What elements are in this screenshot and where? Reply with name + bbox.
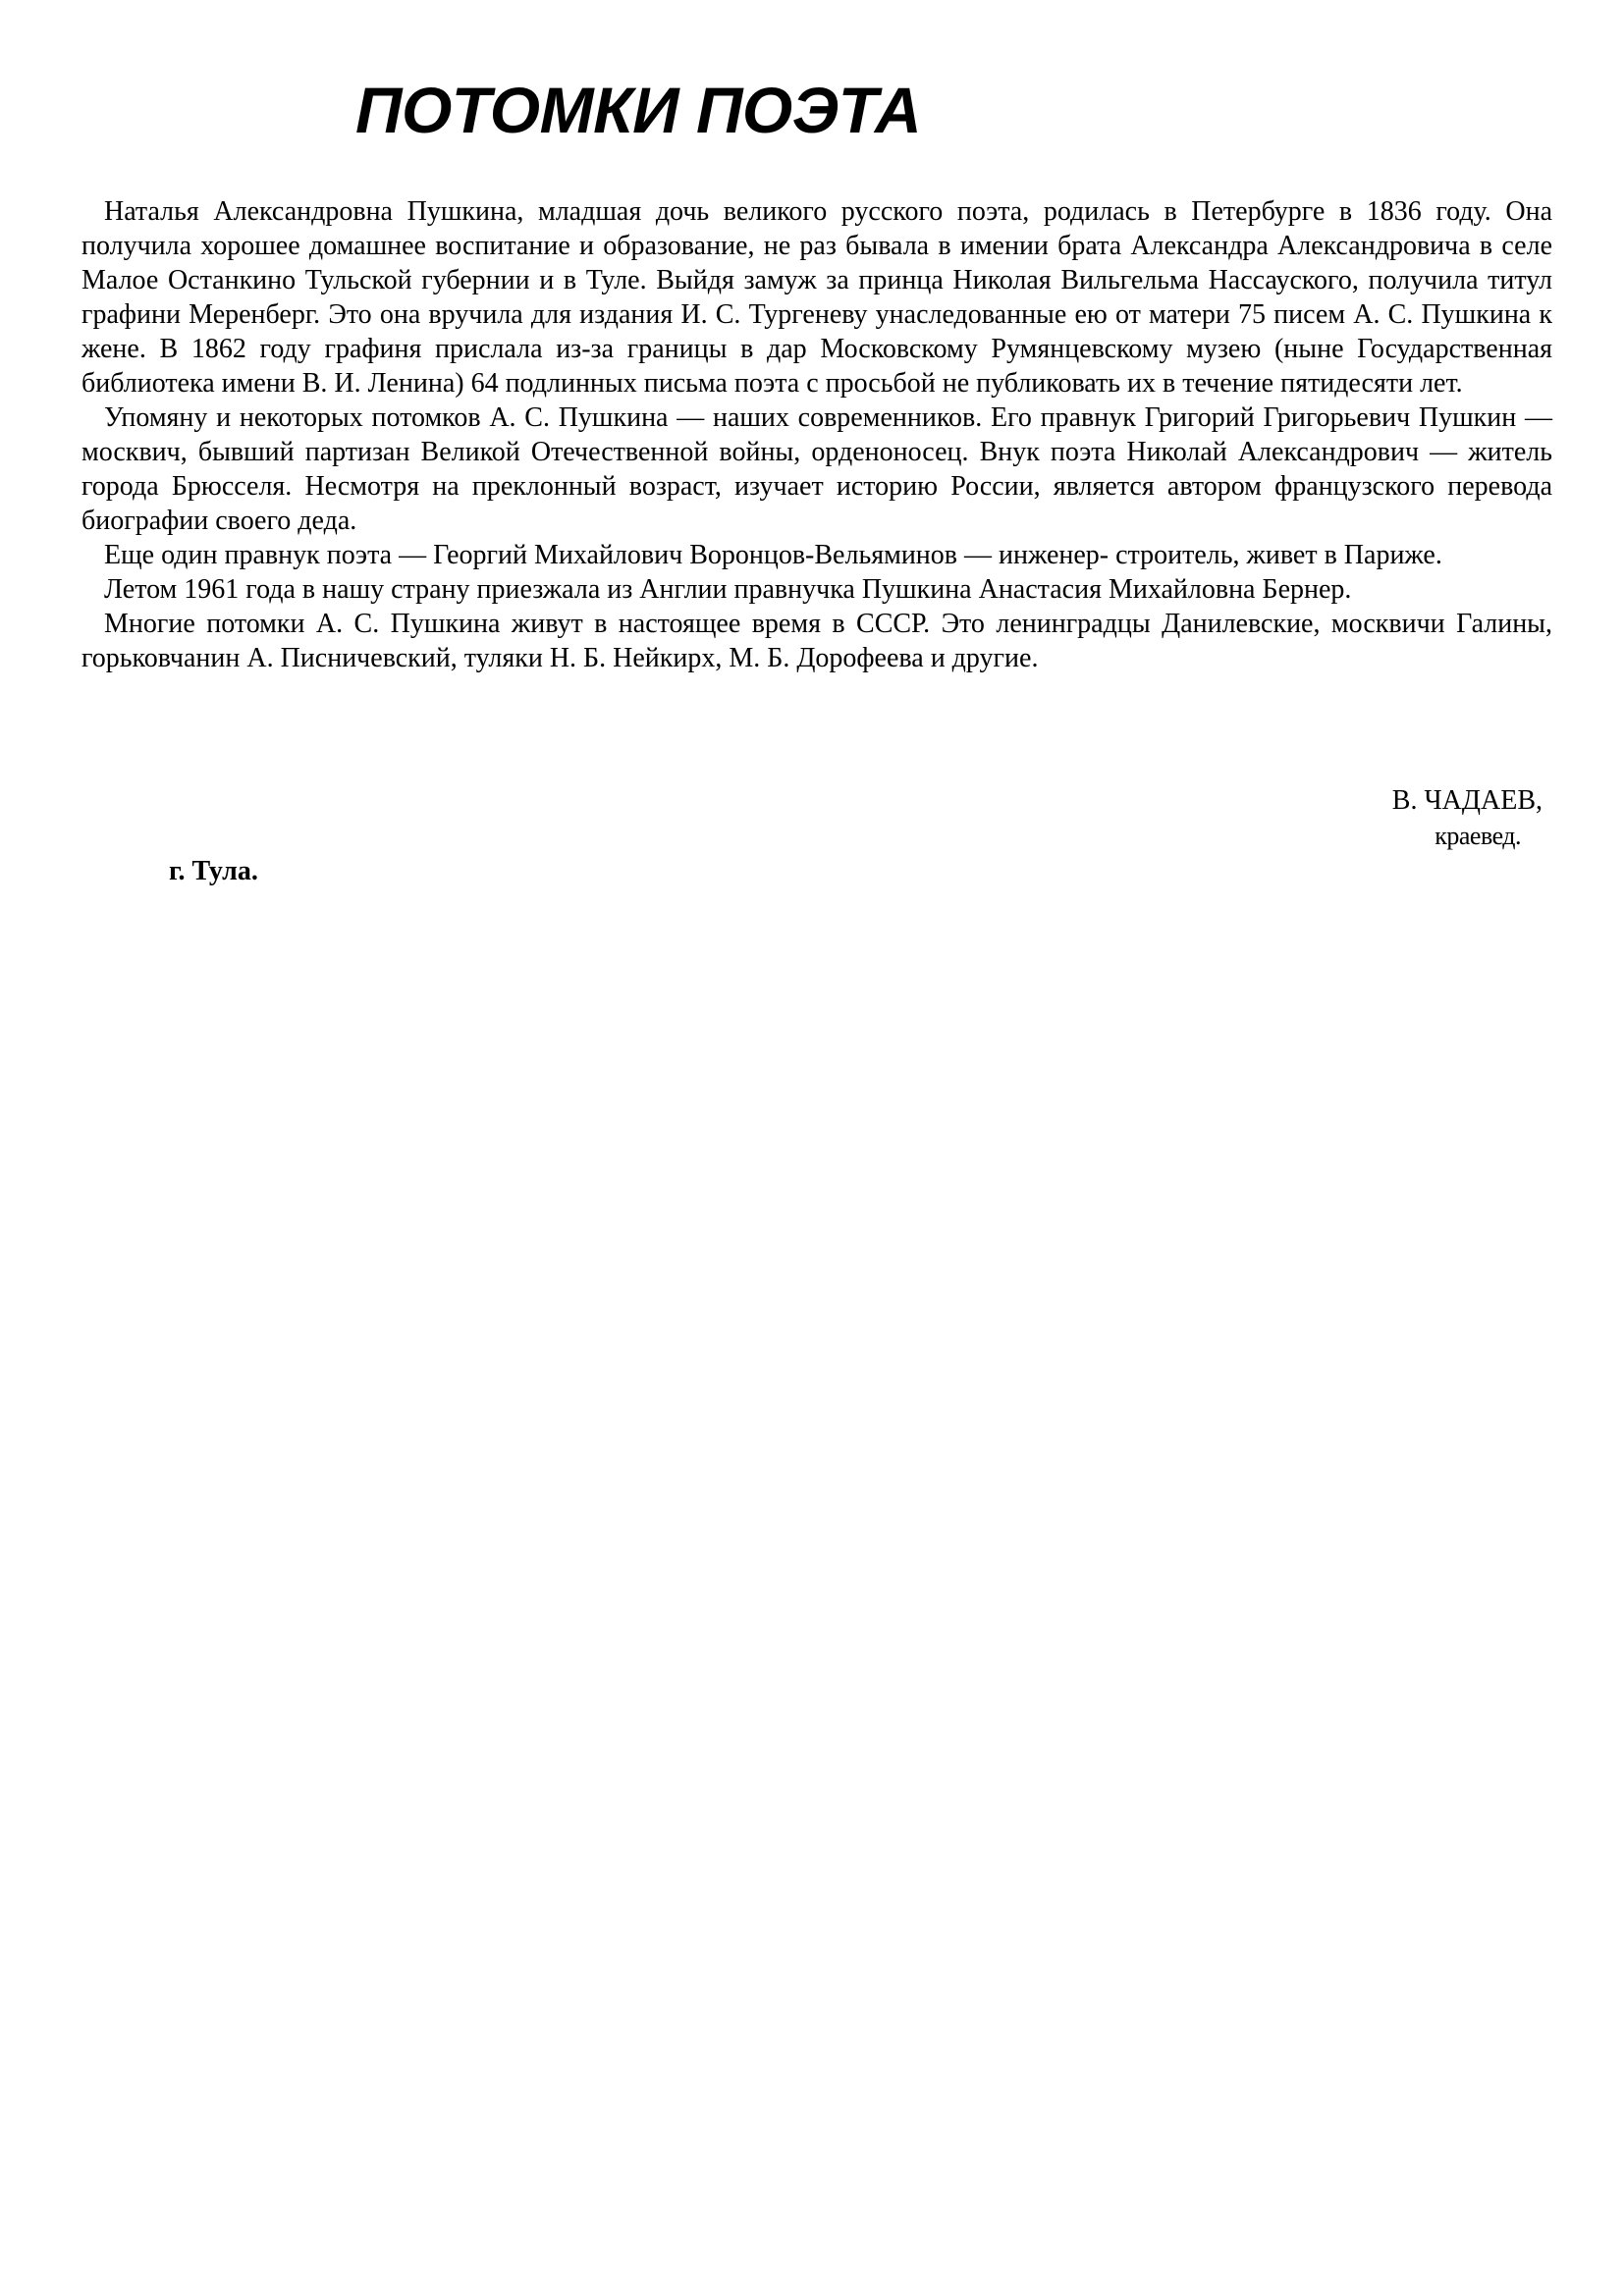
paragraph: Летом 1961 года в нашу страну приезжала из Англии правнучка Пушкина Анастасия Михайловна Бернер. (104, 574, 1352, 605)
paragraph: Многие потомки А. С. Пушкина живут в настоящее время в СССР. Это ленинградцы Данилевские, москвичи Галины, горьковчанин А. Писничевский, туляки Н. Б. Нейкирх, М. Б. Дорофеева и другие. (81, 609, 1552, 673)
author-name: В. ЧАДАЕВ, (1391, 785, 1543, 816)
author-signature (1392, 783, 1543, 854)
article-body (81, 194, 1552, 675)
article-title: ПОТОМКИ ПОЭТА (355, 74, 922, 146)
place-line: г. Тула. (169, 856, 258, 886)
paragraph: Упомяну и некоторых потомков А. С. Пушкина — наших современников. Его правнук Григорий Григорьевич Пушкин — москвич, бывший партизан Великой Отечественной войны, орденоносец. Внук поэта Николай Александрович — житель города Брюсселя. Несмотря на преклонный возраст, изучает историю России, является автором французского перевода биографии своего деда. (81, 402, 1552, 536)
paragraph: Еще один правнук поэта — Георгий Михайлович Воронцов-Вельяминов — инженер- строитель, живет в Париже. (104, 540, 1442, 570)
paragraph: Наталья Александровна Пушкина, младшая дочь великого русского поэта, родилась в Петербурге в 1836 году. Она получила хорошее домашнее воспитание и образование, не раз бывала в имении брата Александра Александровича в селе Малое Останкино Тульской губернии и в Туле. Выйдя замуж за принца Николая Вильгельма Нассауского, получила титул графини Меренберг. Это она вручила для издания И. С. Тургеневу унаследованные ею от матери 75 писем А. С. Пушкина к жене. В 1862 году графиня прислала из-за границы в дар Московскому Румянцевскому музею (ныне Государственная библиотека имени В. И. Ленина) 64 подлинных письма поэта с просьбой не публиковать их в течение пятидесяти лет. (81, 196, 1552, 399)
author-role: краевед. (1435, 822, 1521, 850)
